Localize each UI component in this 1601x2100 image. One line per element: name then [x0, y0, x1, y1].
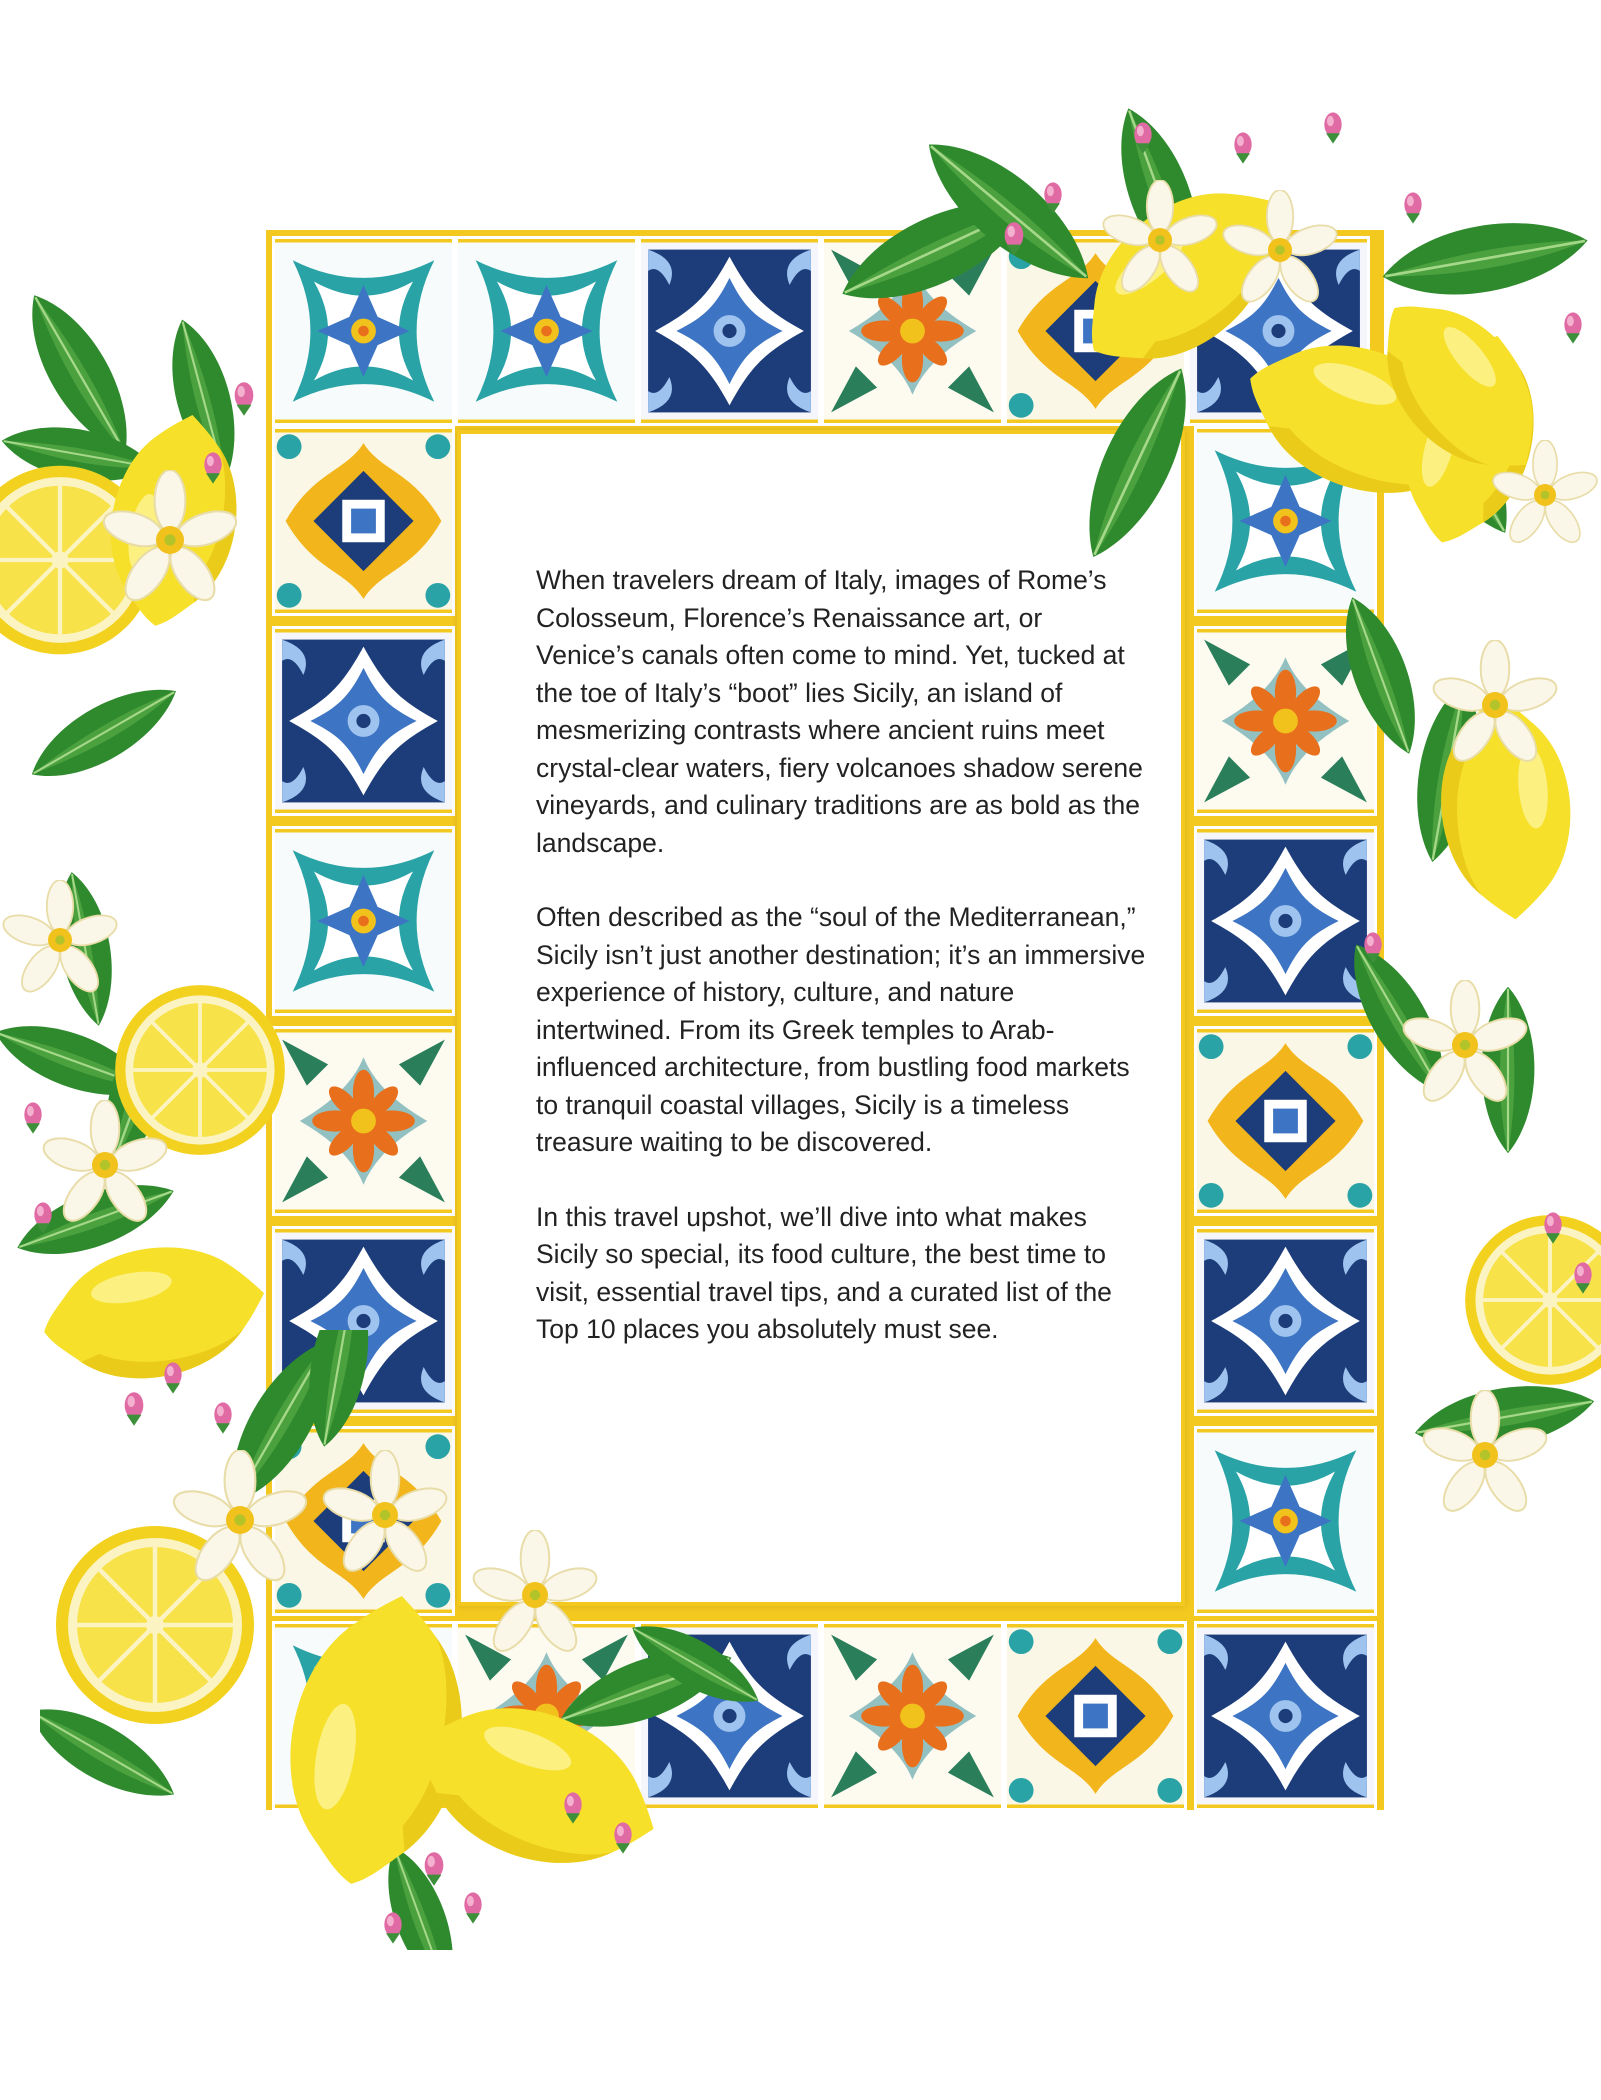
- paragraph-soul-of-mediterranean: Often described as the “soul of the Mediterranean,” Sicily isn’t just another destination; it’s an immersive experience of history, culture, and nature intertwined. From its Greek temples to Arab-influenced architecture, from bustling food markets to tranquil coastal villages, Sicily is a timeless treasure waiting to be discovered.: [536, 902, 1146, 1157]
- paragraph-intro: When travelers dream of Italy, images of Rome’s Colosseum, Florence’s Renaissance art, or Venice’s canals often come to mind. Yet, tucked at the toe of Italy’s “boot” lies Sicily, an island of mesmerizing contrasts where ancient ruins meet crystal-clear waters, fiery volcanoes shadow serene vineyards, and culinary traditions are as bold as the landscape.: [536, 565, 1143, 858]
- tile-yellow: [1004, 1621, 1187, 1811]
- tile-orange: [821, 1621, 1004, 1811]
- lemon-branch-left: [0, 240, 300, 1460]
- lemon-branch-bottom-left: [40, 1330, 820, 1950]
- lemon-branch-right: [1340, 560, 1601, 1560]
- tile-blue: [1194, 1621, 1377, 1811]
- article-body: [536, 562, 1146, 1386]
- tile-teal: [455, 236, 638, 426]
- paragraph-overview: In this travel upshot, we’ll dive into what makes Sicily so special, its food culture, the best time to visit, essential travel tips, and a curated list of the Top 10 places you absolutely must see.: [536, 1201, 1112, 1344]
- tile-blue: [638, 236, 821, 426]
